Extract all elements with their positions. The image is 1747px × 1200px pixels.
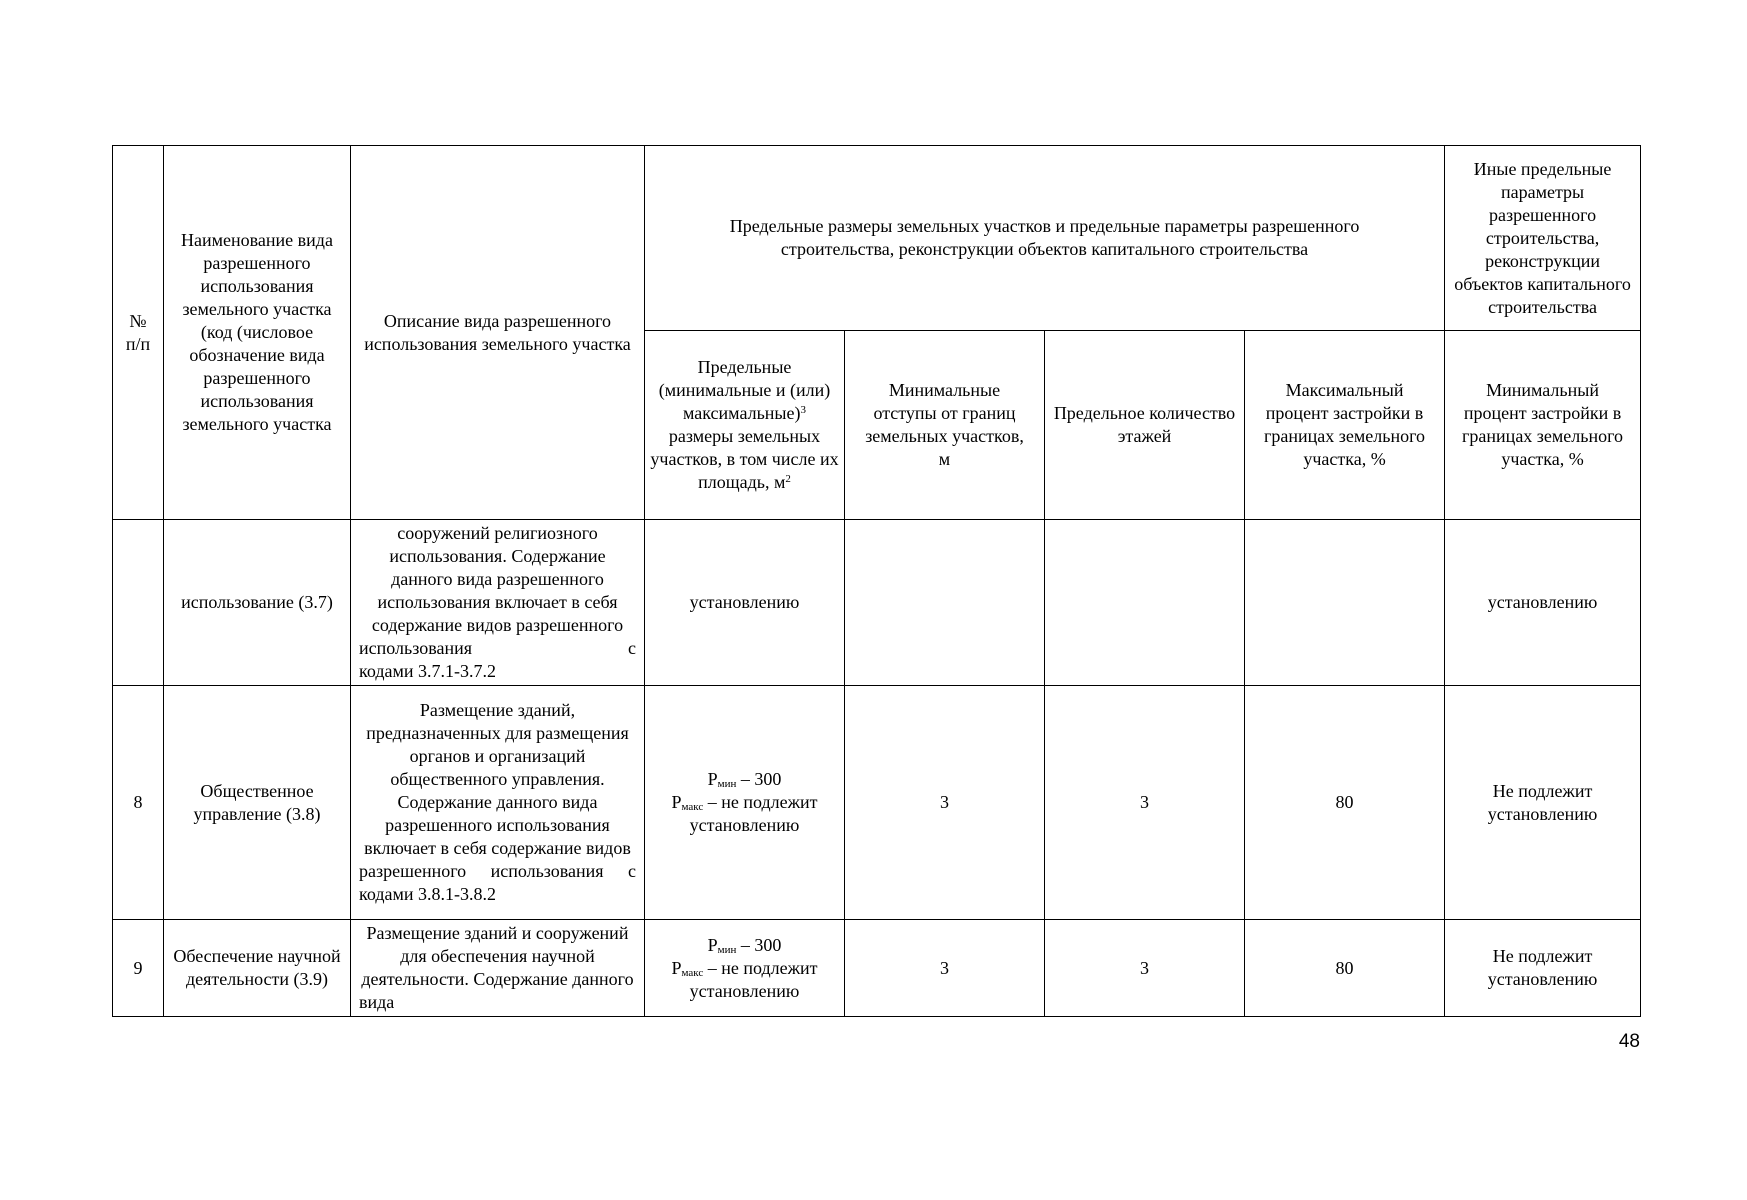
row-num [113, 520, 164, 686]
row-num: 8 [113, 686, 164, 920]
header-min-build: Минимальный процент застройки в границах земельного участка, % [1445, 331, 1641, 520]
row-floors: 3 [1045, 686, 1245, 920]
row-min-build: Не подлежит установлению [1445, 686, 1641, 920]
row-setback [845, 520, 1045, 686]
page-number: 48 [1618, 1031, 1640, 1052]
header-other: Иные предельные параметры разрешенного строительства, реконструкции объектов капитального строительства [1445, 146, 1641, 331]
header-name: Наименование вида разрешенного использования земельного участка (код (числовое обозначение вида разрешенного использования земельного участка [164, 146, 351, 520]
row-floors [1045, 520, 1245, 686]
row-floors: 3 [1045, 920, 1245, 1017]
header-desc: Описание вида разрешенного использования земельного участка [351, 146, 645, 520]
row-name: использование (3.7) [164, 520, 351, 686]
row-size: установлению [645, 520, 845, 686]
row-max-build [1245, 520, 1445, 686]
row-desc: Размещение зданий и сооружений для обеспечения научной деятельности. Содержание данного вида [351, 920, 645, 1017]
row-setback: 3 [845, 686, 1045, 920]
table-row [113, 520, 1641, 686]
table-row [113, 686, 1641, 920]
row-name: Обеспечение научной деятельности (3.9) [164, 920, 351, 1017]
row-max-build: 80 [1245, 686, 1445, 920]
row-min-build: установлению [1445, 520, 1641, 686]
header-num: № п/п [113, 146, 164, 520]
header-max-build: Максимальный процент застройки в границах земельного участка, % [1245, 331, 1445, 520]
row-min-build: Не подлежит установлению [1445, 920, 1641, 1017]
header-floors: Предельное количество этажей [1045, 331, 1245, 520]
row-max-build: 80 [1245, 920, 1445, 1017]
table-row [113, 920, 1641, 1017]
row-desc: сооружений религиозного использования. Содержание данного вида разрешенного использования включает в себя содержание видов разрешенного использования с кодами 3.7.1-3.7.2 [351, 520, 645, 686]
header-setback: Минимальные отступы от границ земельных участков, м [845, 331, 1045, 520]
header-size: Предельные (минимальные и (или) максимальные)$^3$ размеры земельных участков, в том числе их площадь, $м^2$ [645, 331, 845, 520]
row-size: Рмин – 300 Рмакс – не подлежит установлению [645, 686, 845, 920]
row-desc: Размещение зданий, предназначенных для размещения органов и организаций общественного управления. Содержание данного вида разрешенного использования включает в себя содержание видов разрешенного использования с кодами 3.8.1-3.8.2 [351, 686, 645, 920]
row-num: 9 [113, 920, 164, 1017]
land-use-parameters-table [112, 145, 1641, 1017]
row-size: Рмин – 300 Рмакс – не подлежит установлению [645, 920, 845, 1017]
row-name: Общественное управление (3.8) [164, 686, 351, 920]
row-setback: 3 [845, 920, 1045, 1017]
header-limits-group: Предельные размеры земельных участков и предельные параметры разрешенного строительства, реконструкции объектов капитального строительства [645, 146, 1445, 331]
table-header-row-1 [113, 146, 1641, 331]
